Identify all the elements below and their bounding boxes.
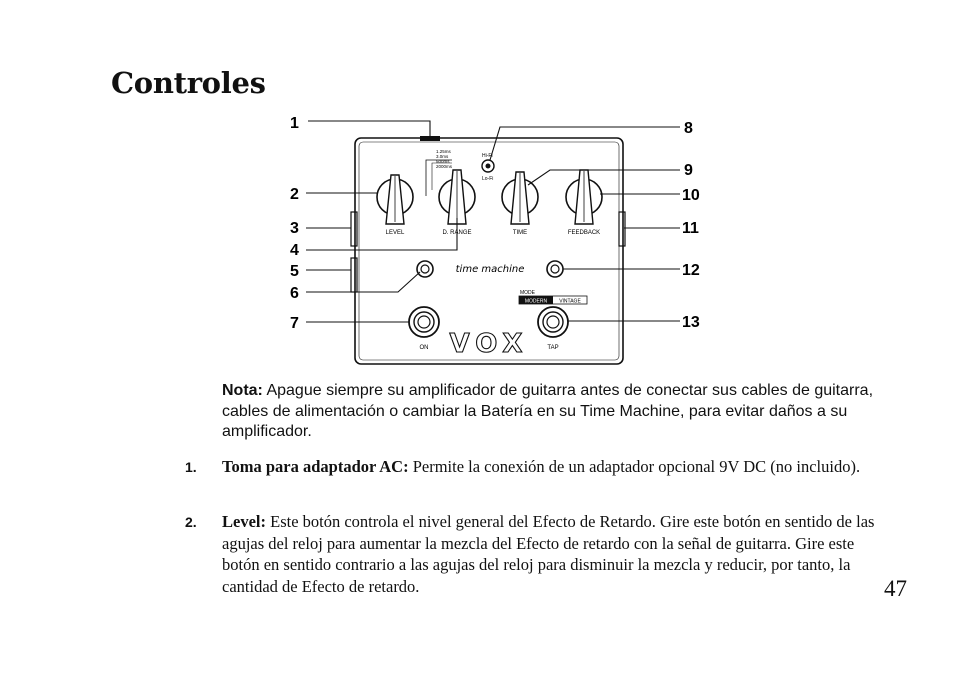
callout-5: 5 xyxy=(290,263,299,280)
callout-13: 13 xyxy=(682,314,700,331)
page-number: 47 xyxy=(884,576,907,601)
range-label: D. RANGE xyxy=(442,230,472,236)
callout-11: 11 xyxy=(682,220,699,237)
item-1-text: Permite la conexión de un adaptador opcional 9V DC (no incluido). xyxy=(408,457,861,476)
feedback-knob xyxy=(566,170,602,224)
range-option-4: 2000ms xyxy=(436,164,453,169)
mode-option-vintage: VINTAGE xyxy=(559,298,581,305)
callout-7: 7 xyxy=(290,315,299,332)
callout-1: 1 xyxy=(290,115,299,132)
hifi-lofi-switch xyxy=(482,160,494,172)
mode-label: MODE xyxy=(520,290,535,296)
callout-3: 3 xyxy=(290,220,299,237)
note-label: Nota: xyxy=(222,382,263,399)
tap-label: TAP xyxy=(547,345,559,351)
on-footswitch xyxy=(409,307,439,337)
time-label: TIME xyxy=(512,230,528,236)
item-1-number: 1. xyxy=(185,459,197,475)
note-paragraph xyxy=(222,381,882,443)
leader-lines xyxy=(306,121,680,322)
output-jack-right xyxy=(619,212,625,246)
page-title: Controles xyxy=(111,66,266,100)
level-knob xyxy=(377,175,413,224)
output-jack-left xyxy=(351,258,357,292)
on-label: ON xyxy=(419,345,429,351)
callout-6: 6 xyxy=(290,285,299,302)
range-option-1: 1.25ms xyxy=(436,149,451,154)
item-2-text: Este botón controla el nivel general del Efecto de Retardo. Gire este botón en sentido de las agujas del reloj para aumentar la mezcla del Efecto de retardo con la señal de guitarra. Gire este botón en sentido contrario a las agujas del reloj para disminuir la mezcla y reducir, por tanto, la cantidad de Efecto de retardo. xyxy=(222,512,875,596)
callout-2: 2 xyxy=(290,186,299,203)
on-led xyxy=(417,261,433,277)
callout-10: 10 xyxy=(682,187,700,204)
hifi-label: Hi-Fi xyxy=(482,153,493,159)
model-label: time machine xyxy=(455,264,525,275)
pedal-diagram xyxy=(270,110,700,372)
range-option-2: 3.0ms xyxy=(436,154,449,159)
level-label: LEVEL xyxy=(385,230,405,236)
callout-12: 12 xyxy=(682,262,700,279)
item-2 xyxy=(222,511,882,597)
item-1 xyxy=(222,456,882,478)
time-knob xyxy=(502,172,538,224)
callout-8: 8 xyxy=(684,120,693,137)
feedback-label: FEEDBACK xyxy=(567,230,601,236)
brand-logo: VOX xyxy=(449,329,529,359)
ac-jack xyxy=(420,136,440,141)
item-2-number: 2. xyxy=(185,514,197,530)
item-2-term: Level: xyxy=(222,512,266,531)
tap-footswitch xyxy=(538,307,568,337)
callout-4: 4 xyxy=(290,242,299,259)
item-1-term: Toma para adaptador AC: xyxy=(222,457,409,476)
input-jack-left xyxy=(351,212,357,246)
range-knob xyxy=(439,170,475,224)
range-option-3: 500ms xyxy=(436,159,450,164)
callout-9: 9 xyxy=(684,162,693,179)
mode-option-modern: MODERN xyxy=(524,298,548,305)
tap-led xyxy=(547,261,563,277)
note-text: Apague siempre su amplificador de guitarra antes de conectar sus cables de guitarra, cables de alimentación o cambiar la Batería en su Time Machine, para evitar daños a su amplificador. xyxy=(222,382,874,440)
lofi-label: Lo-Fi xyxy=(482,176,494,182)
